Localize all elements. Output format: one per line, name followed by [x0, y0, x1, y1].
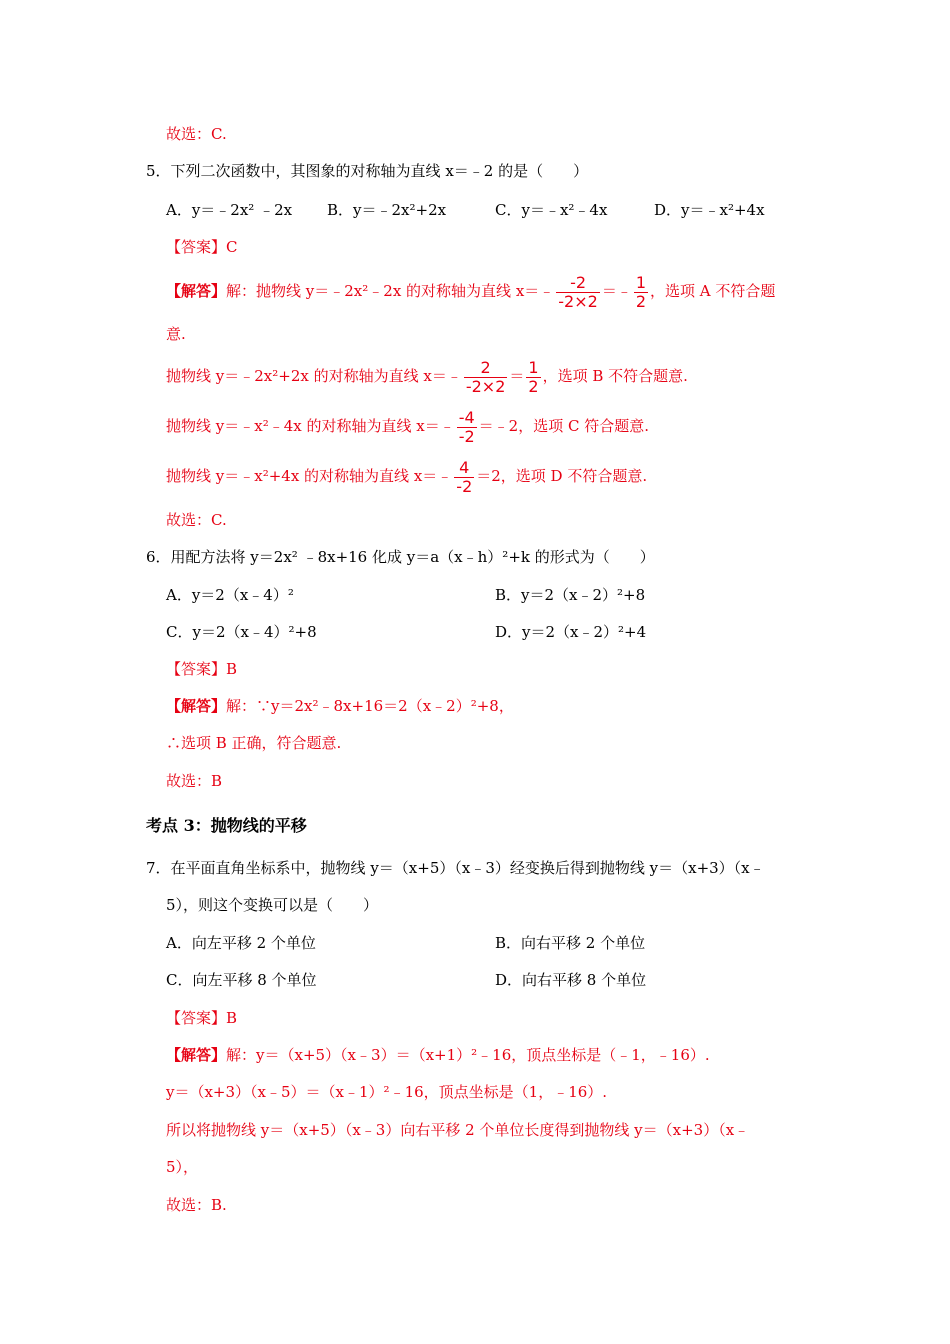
q7-option-b: B．向右平移 2 个单位	[495, 934, 646, 952]
q5-sol1-post: ，选项 A 不符合题	[650, 282, 776, 300]
q5-sol4-post: ＝2，选项 D 不符合题意.	[476, 467, 648, 485]
section-title: 考点 3：抛物线的平移	[146, 816, 307, 835]
q5-fraction-4: $\frac{1}{2}$	[528, 357, 539, 396]
q6-solution-line-2: ∴选项 B 正确，符合题意.	[166, 734, 342, 752]
q5-sol1-mid: ＝﹣	[601, 282, 632, 300]
q6-option-b: B．y＝2（x﹣2）²+8	[495, 586, 646, 604]
q7-sol1: 解：y＝（x+5）（x﹣3）＝（x+1）²﹣16，顶点坐标是（﹣1，﹣16）.	[226, 1046, 710, 1064]
q5-sol2-pre: 抛物线 y＝﹣2x²+2x 的对称轴为直线 x＝﹣	[166, 367, 462, 385]
q5-option-a: A．y＝﹣2x² ﹣2x	[166, 201, 293, 219]
q7-option-d: D．向右平移 8 个单位	[495, 971, 647, 989]
q5-option-c: C．y＝﹣x²﹣4x	[495, 201, 608, 219]
q7-solution-line-1	[166, 1044, 710, 1066]
q6-option-d: D．y＝2（x﹣2）²+4	[495, 623, 647, 641]
q5-sol1-pre: 解：抛物线 y＝﹣2x²﹣2x 的对称轴为直线 x＝﹣	[226, 282, 555, 300]
q5-sol2-mid: ＝	[509, 367, 525, 385]
q6-conclusion: 故选：B	[166, 772, 223, 790]
q7-solution-line-2: y＝（x+3）（x﹣5）＝（x﹣1）²﹣16，顶点坐标是（1，﹣16）.	[166, 1083, 608, 1101]
q6-option-a: A．y＝2（x﹣4）²	[166, 586, 294, 604]
q5-fraction-2: $\frac{1}{2}$	[635, 272, 647, 311]
q5-stem: 5．下列二次函数中，其图象的对称轴为直线 x＝﹣2 的是（ ）	[146, 162, 589, 180]
q7-answer: 【答案】B	[166, 1009, 238, 1027]
q5-sol3-post: ＝﹣2，选项 C 符合题意.	[478, 417, 649, 435]
q6-option-c: C．y＝2（x﹣4）²+8	[166, 623, 317, 641]
q5-answer: 【答案】C	[166, 238, 238, 256]
q5-solution-label: 【解答】	[166, 282, 227, 300]
q7-solution-label: 【解答】	[166, 1046, 227, 1064]
q6-solution-label: 【解答】	[166, 697, 227, 715]
q5-conclusion: 故选：C.	[166, 511, 227, 529]
q6-sol1: 解：∵y＝2x²﹣8x+16＝2（x﹣2）²+8，	[226, 697, 514, 715]
q5-fraction-5: $\frac{-4}{-2}$	[458, 407, 475, 446]
q6-answer: 【答案】B	[166, 660, 238, 678]
q6-solution-line-1	[166, 695, 514, 717]
q7-stem-line-2: 5），则这个变换可以是（ ）	[166, 896, 379, 914]
q6-stem: 6．用配方法将 y＝2x² ﹣8x+16 化成 y＝a（x﹣h）²+k 的形式为（ ）	[146, 548, 655, 566]
q5-solution-line-1	[166, 272, 775, 311]
q5-fraction-6: $\frac{4}{-2}$	[456, 457, 473, 496]
q7-option-a: A．向左平移 2 个单位	[166, 934, 316, 952]
q4-conclusion: 故选：C.	[166, 125, 227, 143]
q7-solution-line-4: 5），	[166, 1158, 199, 1176]
q5-solution-line-3	[166, 407, 649, 446]
q5-solution-line-4	[166, 457, 647, 496]
q5-sol1-continuation: 意.	[166, 325, 186, 343]
q5-option-b: B．y＝﹣2x²+2x	[327, 201, 447, 219]
q5-option-d: D．y＝﹣x²+4x	[654, 201, 765, 219]
q5-sol4-pre: 抛物线 y＝﹣x²+4x 的对称轴为直线 x＝﹣	[166, 467, 453, 485]
q7-stem-line-1: 7．在平面直角坐标系中，抛物线 y＝（x+5）（x﹣3）经变换后得到抛物线 y＝（x+3）（x﹣	[146, 859, 765, 877]
q5-sol3-pre: 抛物线 y＝﹣x²﹣4x 的对称轴为直线 x＝﹣	[166, 417, 455, 435]
q7-solution-line-3: 所以将抛物线 y＝（x+5）（x﹣3）向右平移 2 个单位长度得到抛物线 y＝（x+3）（x﹣	[166, 1121, 750, 1139]
q5-fraction-1: $\frac{-2}{-2\times 2}$	[558, 272, 598, 311]
q7-conclusion: 故选：B.	[166, 1196, 227, 1214]
q5-solution-line-2	[166, 357, 688, 396]
q7-option-c: C．向左平移 8 个单位	[166, 971, 317, 989]
q5-fraction-3: $\frac{2}{-2\times 2}$	[465, 357, 506, 396]
q5-sol2-post: ，选项 B 不符合题意.	[542, 367, 688, 385]
